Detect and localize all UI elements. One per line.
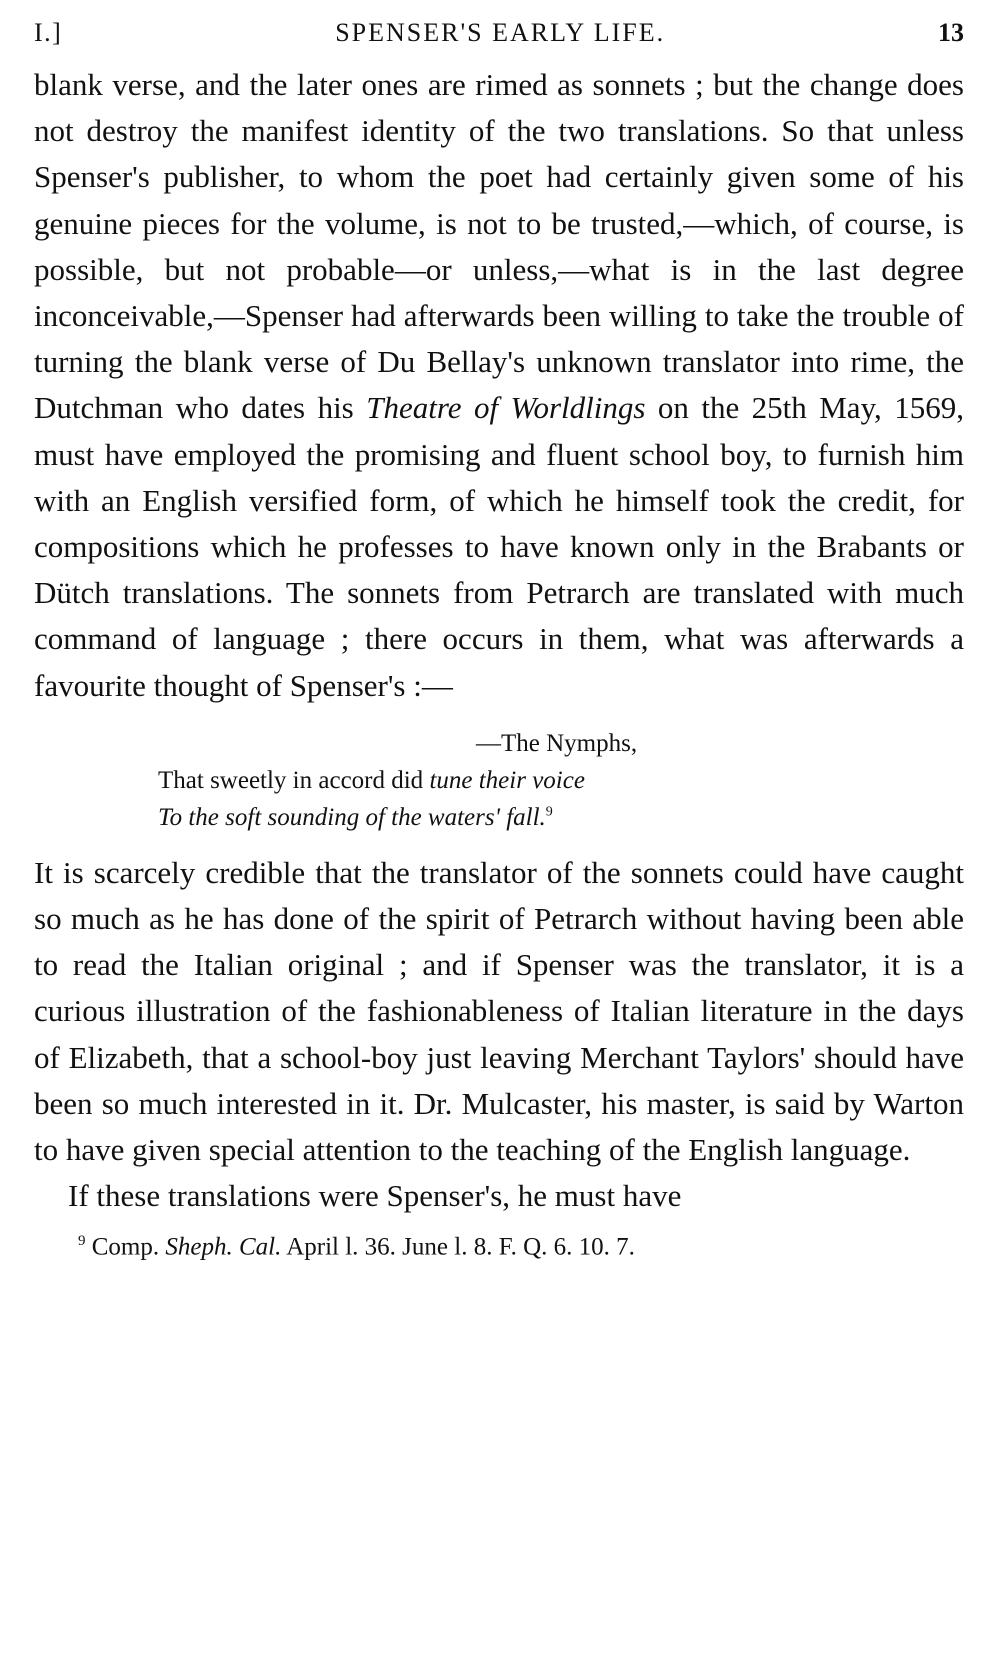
book-title-italic: Theatre of Worldlings: [366, 390, 646, 426]
verse-text: That sweetly in accord did: [158, 766, 430, 794]
verse-line: —The Nymphs,: [476, 729, 638, 757]
page-number: 13: [938, 18, 964, 47]
paragraph-text: on the 25th May, 1569, must have employed the promising and fluent school boy, to furnish him with an English versified form, of which he himself took the credit, for compositions which he professes to have known only in the Brabants or Dütch translations. The sonnets from Petrarch are translated with much command of language ; there occurs in them, what was afterwards a favourite thought of Spenser's :—: [34, 390, 965, 703]
footnote-italic: Sheph. Cal.: [165, 1233, 282, 1261]
book-page: [34, 18, 964, 1268]
paragraph-continuation: [34, 62, 964, 709]
verse-italic: tune their voice: [429, 766, 585, 794]
verse-line: [158, 762, 964, 799]
chapter-marker: I.]: [34, 18, 63, 47]
running-head: [34, 18, 964, 62]
footnote-reference: 9: [545, 804, 553, 820]
verse-quotation: [158, 725, 964, 836]
footnote-text: Comp.: [85, 1233, 166, 1261]
paragraph-text: blank verse, and the later ones are rimed as sonnets ; but the change does not destroy the manifest identity of the two translations. So that unless Spenser's publisher, to whom the poet had certainly given some of his genuine pieces for the volume, is not to be trusted,—which, of course, is possible, but not probable—or unless,—what is in the last degree inconceivable,—Spenser had afterwards been willing to take the trouble of turning the blank verse of Du Bellay's unknown translator into rime, the Dutchman who dates his: [34, 67, 964, 426]
verse-line: [158, 799, 964, 836]
verse-italic: To the soft sounding of the waters' fall.: [158, 803, 546, 831]
footnote-mark: 9: [78, 1233, 86, 1250]
paragraph: It is scarcely credible that the translator of the sonnets could have caught so much as he has done of the spirit of Petrarch without having been able to read the Italian original ; and if Spenser was the translator, it is a curious illustration of the fashionableness of Italian literature in the days of Elizabeth, that a school-boy just leaving Merchant Taylors' should have been so much interested in it. Dr. Mulcaster, his master, is said by Warton to have given special attention to the teaching of the English language.: [34, 854, 964, 1168]
paragraph-start: If these translations were Spenser's, he must have: [68, 1178, 682, 1214]
footnote-text: April l. 36. June l. 8. F. Q. 6. 10. 7.: [281, 1233, 635, 1261]
footnote: [34, 1221, 964, 1267]
running-title: SPENSER'S EARLY LIFE.: [335, 18, 666, 47]
